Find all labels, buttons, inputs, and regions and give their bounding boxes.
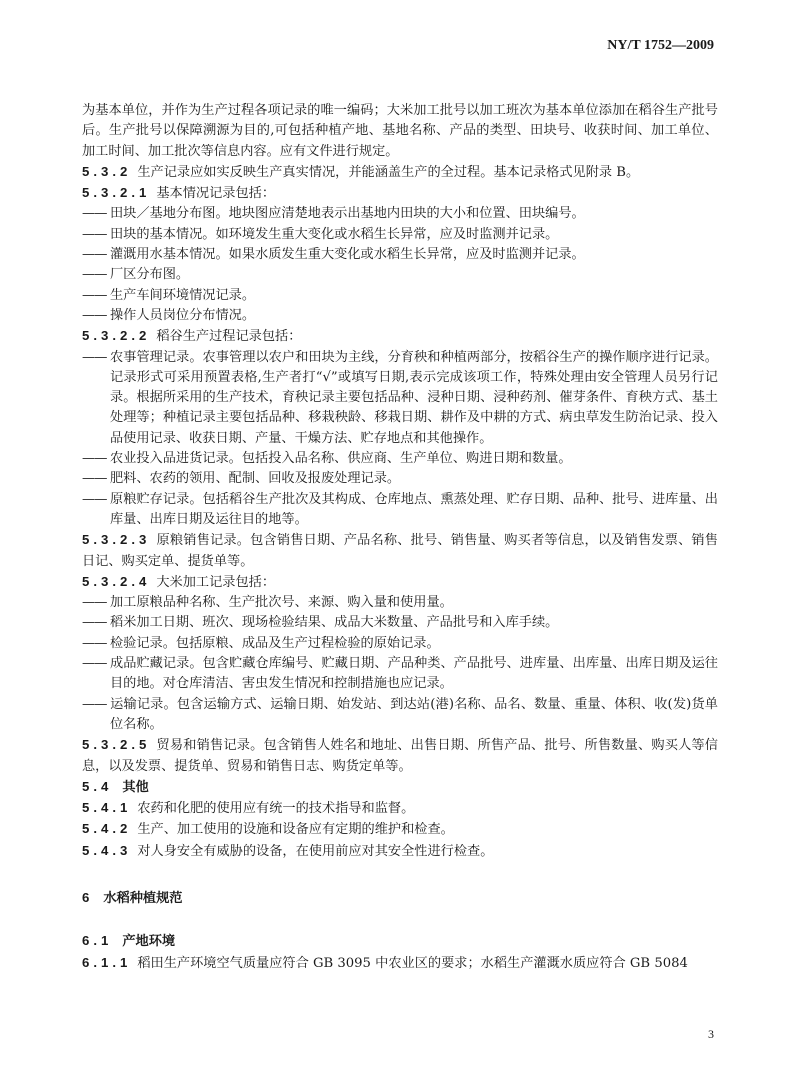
clause-text: 肥料、农药的领用、配制、回收及报废处理记录。: [110, 471, 401, 487]
clause-paragraph: [82, 326, 718, 347]
list-item: [82, 593, 718, 613]
list-item: [82, 204, 718, 224]
clause-text: 检验记录。包括原粮、成品及生产过程检验的原始记录。: [110, 635, 440, 651]
clause-text: 生产记录应如实反映生产真实情况，并能涵盖生产的全过程。基本记录格式见附录 B。: [137, 164, 640, 180]
clause-text: 成品贮藏记录。包含贮藏仓库编号、贮藏日期、产品种类、产品批号、进库量、出库量、出库日期及运往目的地。对仓库清洁、害虫发生情况和控制措施也应记录。: [110, 656, 718, 692]
list-item: [82, 634, 718, 654]
list-item: [82, 348, 718, 449]
dash-marker: ——: [82, 451, 107, 467]
clause-paragraph: [82, 572, 718, 593]
clause-text: 原粮销售记录。包含销售日期、产品名称、批号、销售量、购买者等信息，以及销售发票、销售日记、购买定单、提货单等。: [82, 533, 718, 569]
dash-marker: ——: [82, 206, 107, 222]
dash-marker: ——: [82, 635, 107, 651]
dash-marker: ——: [82, 595, 107, 611]
clause-number: 5.3.2: [82, 163, 132, 179]
clause-text: 基本情况记录包括：: [156, 186, 276, 202]
clause-number: 5.3.2.5: [82, 737, 151, 753]
dash-marker: ——: [82, 349, 107, 365]
clause-text: 农药和化肥的使用应有统一的技术指导和监督。: [137, 801, 415, 817]
list-item: [82, 469, 718, 489]
clause-text: 农业投入品进货记录。包括投入品名称、供应商、生产单位、购进日期和数量。: [110, 451, 572, 467]
clause-text: 生产、加工使用的设施和设备应有定期的维护和检查。: [137, 822, 454, 838]
clause-paragraph: [82, 841, 718, 862]
clause-paragraph: [82, 735, 718, 777]
dash-marker: ——: [82, 287, 107, 303]
clause-paragraph: [82, 953, 718, 974]
list-item: [82, 654, 718, 695]
clause-text: 厂区分布图。: [110, 267, 190, 283]
clause-paragraph: [82, 530, 718, 572]
clause-number: 6: [82, 889, 94, 905]
clause-text: 稻田生产环境空气质量应符合 GB 3095 中农业区的要求；水稻生产灌溉水质应符合 GB 5084: [137, 955, 688, 971]
clause-text: 灌溉用水基本情况。如果水质发生重大变化或水稻生长异常，应及时监测并记录。: [110, 247, 585, 263]
clause-text: 生产车间环境情况记录。: [110, 287, 256, 303]
standard-code: NY/T 1752—2009: [607, 38, 714, 53]
clause-paragraph: [82, 101, 718, 162]
clause-text: 为基本单位，并作为生产过程各项记录的唯一编码；大米加工批号以加工班次为基本单位添加在稻谷生产批号后。生产批号以保障溯源为目的,可包括种植产地、基地名称、产品的类型、田块号、收获时间、加工单位、加工时间、加工批次等信息内容。应有文件进行规定。: [82, 103, 718, 159]
list-item: [82, 225, 718, 245]
clause-text: 田块／基地分布图。地块图应清楚地表示出基地内田块的大小和位置、田块编号。: [110, 206, 585, 222]
list-item: [82, 265, 718, 285]
list-item: [82, 306, 718, 326]
clause-number: 5.3.2.2: [82, 328, 151, 344]
clause-number: 5.4: [82, 778, 113, 794]
dash-marker: ——: [82, 267, 107, 283]
section-heading: [82, 777, 718, 798]
clause-text: 农事管理记录。农事管理以农户和田块为主线，分育秧和种植两部分，按稻谷生产的操作顺序进行记录。记录形式可采用预置表格,生产者打“√”或填写日期,表示完成该项工作，特殊处理由安全管理人员另行记录。根据所采用的生产技术，育秧记录主要包括品种、浸种日期、浸种药剂、催芽条件、育秧方式、基土处理等；种植记录主要包括品种、移栽秧龄、移栽日期、耕作及中耕的方式、病虫草发生防治记录、投入品使用记录、收获日期、产量、干燥方法、贮存地点和其他操作。: [110, 349, 718, 446]
dash-marker: ——: [82, 696, 107, 712]
list-item: [82, 245, 718, 265]
clause-text: 稻谷生产过程记录包括：: [156, 329, 302, 345]
dash-marker: ——: [82, 247, 107, 263]
list-item: [82, 695, 718, 736]
clause-number: 5.4.3: [82, 842, 132, 858]
clause-paragraph: [82, 183, 718, 204]
clause-text: 贸易和销售记录。包含销售人姓名和地址、出售日期、所售产品、批号、所售数量、购买人等信息，以及发票、提货单、贸易和销售日志、购货定单等。: [82, 738, 718, 774]
clause-number: 5.4.2: [82, 821, 132, 837]
clause-number: 5.3.2.4: [82, 573, 151, 589]
list-item: [82, 286, 718, 306]
dash-marker: ——: [82, 226, 107, 242]
clause-text: 对人身安全有威胁的设备，在使用前应对其安全性进行检查。: [137, 843, 494, 859]
clause-number: 6.1.1: [82, 954, 132, 970]
clause-text: 稻米加工日期、班次、现场检验结果、成品大米数量、产品批号和入库手续。: [110, 615, 559, 631]
clause-paragraph: [82, 162, 718, 183]
clause-text: 原粮贮存记录。包括稻谷生产批次及其构成、仓库地点、熏蒸处理、贮存日期、品种、批号、进库量、出库量、出库日期及运往目的地等。: [110, 491, 718, 527]
list-item: [82, 613, 718, 633]
page-number: 3: [708, 1027, 714, 1041]
clause-text: 水稻种植规范: [103, 890, 183, 906]
dash-marker: ——: [82, 615, 107, 631]
clause-paragraph: [82, 819, 718, 840]
clause-number: 5.4.1: [82, 800, 132, 816]
clause-text: 产地环境: [122, 934, 176, 950]
list-item: [82, 490, 718, 531]
clause-number: 5.3.2.1: [82, 185, 151, 201]
clause-text: 加工原粮品种名称、生产批次号、来源、购入量和使用量。: [110, 595, 453, 611]
dash-marker: ——: [82, 491, 107, 507]
clause-text: 大米加工记录包括：: [156, 574, 276, 590]
chapter-heading: [82, 888, 718, 909]
clause-number: 5.3.2.3: [82, 532, 151, 548]
clause-text: 其他: [122, 779, 149, 795]
clause-text: 操作人员岗位分布情况。: [110, 307, 256, 323]
clause-number: 6.1: [82, 933, 113, 949]
list-item: [82, 449, 718, 469]
clause-text: 运输记录。包含运输方式、运输日期、始发站、到达站(港)名称、品名、数量、重量、体积、收(发)货单位名称。: [110, 696, 718, 732]
dash-marker: ——: [82, 307, 107, 323]
dash-marker: ——: [82, 656, 107, 672]
clause-paragraph: [82, 798, 718, 819]
dash-marker: ——: [82, 471, 107, 487]
clause-text: 田块的基本情况。如环境发生重大变化或水稻生长异常，应及时监测并记录。: [110, 226, 559, 242]
section-heading: [82, 931, 718, 952]
document-body: [82, 101, 718, 974]
